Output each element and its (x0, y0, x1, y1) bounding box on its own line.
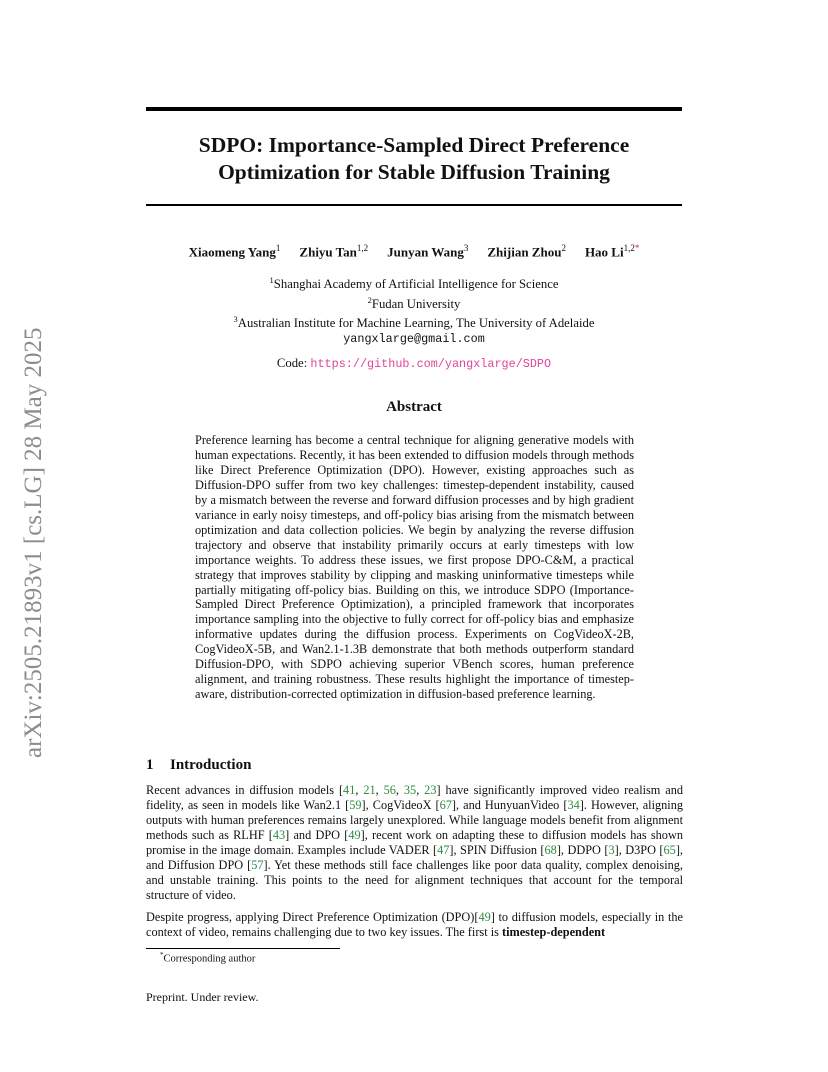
text-run: ]. However, aligning outputs with human preferences remains largely unexplored. While language models benefit from alignment methods such as RLHF [ (146, 798, 684, 842)
text-run: ], SPIN Diffusion [ (449, 843, 545, 857)
preprint-note: Preprint. Under review. (146, 990, 259, 1004)
citation-link[interactable]: 49 (478, 910, 491, 924)
email[interactable]: yangxlarge@gmail.com (343, 332, 485, 347)
citation-link[interactable]: 49 (348, 828, 361, 842)
citation-link[interactable]: 41 (343, 783, 356, 797)
text-run: ], D3PO [ (614, 843, 664, 857)
title-bottom-rule (146, 204, 682, 206)
citation-link[interactable]: 21 (363, 783, 376, 797)
title-line-2: Optimization for Stable Diffusion Training (218, 160, 610, 184)
paper-title (146, 132, 682, 186)
section-heading (146, 757, 251, 774)
affiliation: $^3$Australian Institute for Machine Learning, The University of Adelaide (233, 314, 595, 331)
arxiv-stamp: arXiv:2505.21893v1 [cs.LG] 28 May 2025 (20, 327, 47, 758)
text-run: , (375, 783, 384, 797)
text-run: , (416, 783, 425, 797)
corresponding-mark[interactable]: * (634, 243, 640, 253)
citation-link[interactable]: 65 (663, 843, 676, 857)
citation-link[interactable]: 35 (403, 783, 417, 797)
citation-link[interactable]: 47 (437, 843, 450, 857)
citation-link[interactable]: 68 (544, 843, 557, 857)
title-line-1: SDPO: Importance-Sampled Direct Preference (198, 133, 630, 157)
text-run: ], DDPO [ (556, 843, 609, 857)
section-number: 1 (146, 757, 154, 773)
affiliation: $^2$Fudan University (367, 294, 461, 311)
text-run: ] and DPO [ (285, 828, 349, 842)
author-list (146, 243, 682, 260)
citation-link[interactable]: 34 (567, 798, 580, 812)
citation-link[interactable]: 3 (608, 843, 615, 857)
affiliation: $^1$Shanghai Academy of Artificial Intelligence for Science (269, 275, 559, 292)
text-run: , (395, 783, 404, 797)
text-run: , (355, 783, 364, 797)
text-run: Despite progress, applying Direct Preference Optimization (DPO)[ (146, 910, 479, 924)
author: Zhijian Zhou$^2$ (487, 243, 566, 260)
citation-link[interactable]: 56 (383, 783, 396, 797)
text-run: ], and HunyuanVideo [ (451, 798, 568, 812)
code-label: Code: (276, 355, 308, 370)
author: Junyan Wang$^3$ (387, 243, 469, 260)
text-run: ] have significantly improved video realism and fidelity, as seen in models like Wan2.1 [ (146, 783, 684, 812)
footnote: *Corresponding author (160, 951, 256, 965)
citation-link[interactable]: 43 (272, 828, 286, 842)
abstract-body: Preference learning has become a central technique for aligning generative models with human expectations. Recently, it has been extended to diffusion models through methods like Direct Preference Optimization (DPO). However, existing approaches such as Diffusion-DPO suffer from two key challenges: timestep-dependent instability, caused by a mismatch between the reverse and forward diffusion processes and by high gradient variance in early noisy timesteps, and off-policy bias arising from the mismatch between optimization and data collection policies. We begin by analyzing the reverse diffusion trajectory and observe that instability primarily occurs at early timesteps with low importance weights. To address these issues, we first propose DPO-C&M, a practical strategy that improves stability by clipping and masking uninformative timesteps while partially mitigating off-policy bias. Building on this, we introduce SDPO (Importance-Sampled Direct Preference Optimization), a principled framework that incorporates importance sampling into the objective to fully correct for off-policy bias and emphasize informative updates during the diffusion process. Experiments on CogVideoX-2B, CogVideoX-5B, and Wan2.1-1.3B demonstrate that both methods outperform standard Diffusion-DPO, with SDPO achieving superior VBench scores, human preference alignment, and training robustness. These results highlight the importance of timestep-aware, distribution-corrected optimization in diffusion-based preference learning. (195, 433, 634, 702)
author: Hao $Li^{1,2*}$ (584, 243, 640, 260)
author: Xiaomeng Yang$^1$ (188, 243, 281, 260)
text-run: Recent advances in diffusion models [ (146, 783, 344, 797)
abstract-heading: Abstract (386, 399, 442, 415)
citation-link[interactable]: 67 (439, 798, 452, 812)
code-line (146, 356, 682, 373)
section-title: Introduction (170, 757, 252, 773)
text-run: ], CogVideoX [ (361, 798, 440, 812)
footnote-rule (146, 948, 340, 949)
text-run: ], and Diffusion DPO [ (146, 843, 683, 872)
intro-paragraph-1 (146, 783, 683, 903)
affiliations (146, 273, 682, 372)
text-run: ] to diffusion models, especially in the context of video, remains challenging due to two key issues. The first is (146, 910, 683, 939)
top-rule (146, 107, 682, 111)
citation-link[interactable]: 57 (251, 858, 264, 872)
text-run: ]. Yet these methods still face challenges like poor data quality, complex denoising, and unstable training. This points to the need for alignment techniques that account for the temporal structure of video. (146, 858, 683, 902)
citation-link[interactable]: 59 (349, 798, 362, 812)
author: Zhiyu Tan$^{1,2}$ (299, 243, 369, 260)
text-run: ], recent work on adapting these to diffusion models has shown promise in the image domain. Examples include VADER [ (146, 828, 683, 857)
code-link[interactable]: https://github.com/yangxlarge/SDPO (310, 356, 552, 371)
citation-link[interactable]: 23 (424, 783, 437, 797)
intro-paragraph-2 (146, 910, 683, 940)
bold-text: timestep-dependent (501, 925, 606, 939)
